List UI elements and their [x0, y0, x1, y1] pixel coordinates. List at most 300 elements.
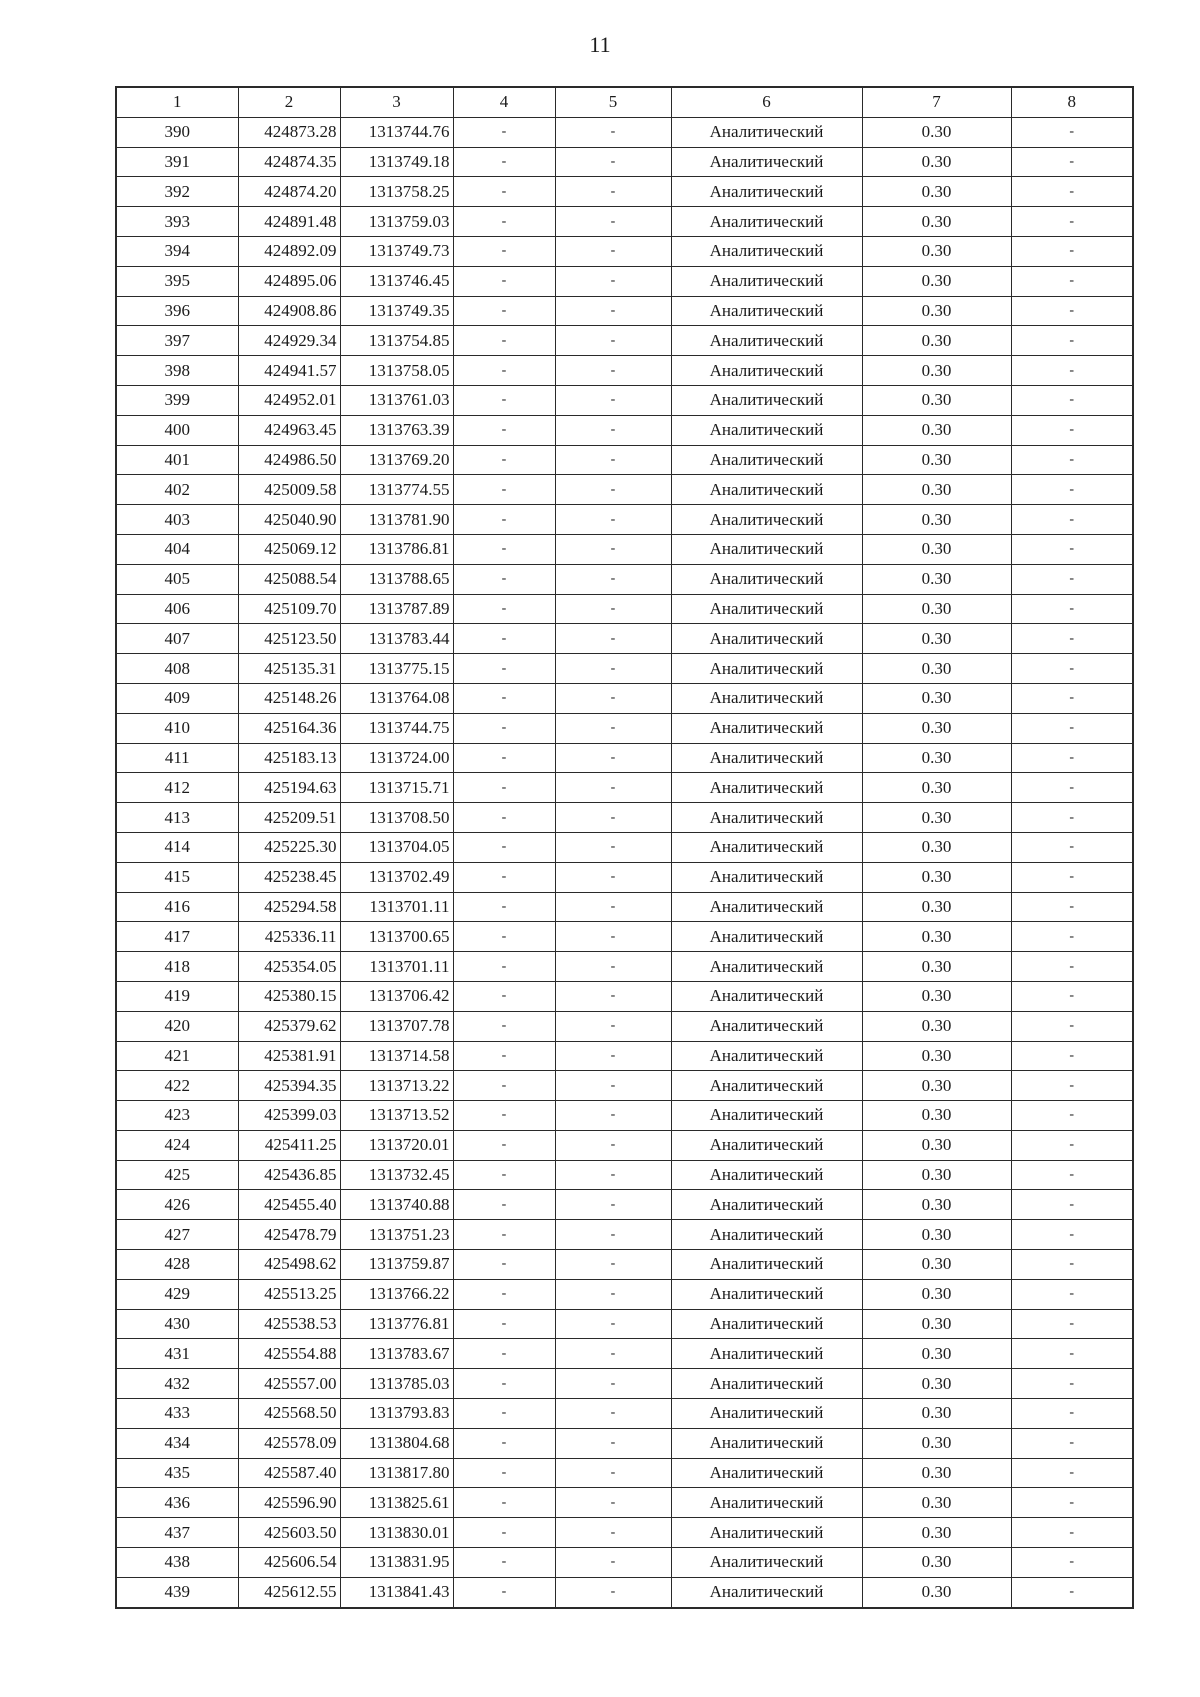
- column-5-cell: -: [555, 1279, 671, 1309]
- method-cell: Аналитический: [671, 624, 862, 654]
- accuracy-cell: 0.30: [862, 654, 1011, 684]
- table-row: [116, 981, 1133, 1011]
- column-4-cell: -: [453, 356, 555, 386]
- accuracy-cell: 0.30: [862, 743, 1011, 773]
- column-5-cell: -: [555, 236, 671, 266]
- point-number-cell: 406: [116, 594, 238, 624]
- column-4-cell: -: [453, 1339, 555, 1369]
- table-row: [116, 1339, 1133, 1369]
- column-8-cell: -: [1011, 564, 1133, 594]
- column-4-cell: -: [453, 326, 555, 356]
- x-coordinate-cell: 424895.06: [238, 266, 340, 296]
- y-coordinate-cell: 1313793.83: [340, 1399, 453, 1429]
- y-coordinate-cell: 1313704.05: [340, 832, 453, 862]
- x-coordinate-cell: 425109.70: [238, 594, 340, 624]
- y-coordinate-cell: 1313830.01: [340, 1518, 453, 1548]
- x-coordinate-cell: 425538.53: [238, 1309, 340, 1339]
- column-4-cell: -: [453, 1399, 555, 1429]
- point-number-cell: 414: [116, 832, 238, 862]
- column-5-cell: -: [555, 505, 671, 535]
- column-5-cell: -: [555, 415, 671, 445]
- column-4-cell: -: [453, 147, 555, 177]
- table-row: [116, 832, 1133, 862]
- x-coordinate-cell: 425225.30: [238, 832, 340, 862]
- column-8-cell: -: [1011, 1399, 1133, 1429]
- method-cell: Аналитический: [671, 385, 862, 415]
- column-4-cell: -: [453, 296, 555, 326]
- table-row: [116, 1250, 1133, 1280]
- point-number-cell: 421: [116, 1041, 238, 1071]
- point-number-cell: 417: [116, 922, 238, 952]
- x-coordinate-cell: 425568.50: [238, 1399, 340, 1429]
- y-coordinate-cell: 1313764.08: [340, 683, 453, 713]
- column-5-cell: -: [555, 534, 671, 564]
- point-number-cell: 435: [116, 1458, 238, 1488]
- table-row: [116, 1577, 1133, 1607]
- point-number-cell: 411: [116, 743, 238, 773]
- accuracy-cell: 0.30: [862, 117, 1011, 147]
- y-coordinate-cell: 1313781.90: [340, 505, 453, 535]
- table-row: [116, 1130, 1133, 1160]
- column-4-cell: -: [453, 892, 555, 922]
- table-body: [116, 117, 1133, 1607]
- column-8-cell: -: [1011, 1250, 1133, 1280]
- table-row: [116, 892, 1133, 922]
- point-number-cell: 431: [116, 1339, 238, 1369]
- column-5-cell: -: [555, 773, 671, 803]
- column-8-cell: -: [1011, 236, 1133, 266]
- y-coordinate-cell: 1313749.35: [340, 296, 453, 326]
- x-coordinate-cell: 425040.90: [238, 505, 340, 535]
- accuracy-cell: 0.30: [862, 683, 1011, 713]
- y-coordinate-cell: 1313713.52: [340, 1101, 453, 1131]
- column-5-cell: -: [555, 564, 671, 594]
- column-5-cell: -: [555, 981, 671, 1011]
- column-4-cell: -: [453, 1220, 555, 1250]
- column-4-cell: -: [453, 922, 555, 952]
- column-8-cell: -: [1011, 296, 1133, 326]
- column-4-cell: -: [453, 952, 555, 982]
- point-number-cell: 404: [116, 534, 238, 564]
- y-coordinate-cell: 1313763.39: [340, 415, 453, 445]
- y-coordinate-cell: 1313825.61: [340, 1488, 453, 1518]
- method-cell: Аналитический: [671, 505, 862, 535]
- y-coordinate-cell: 1313720.01: [340, 1130, 453, 1160]
- point-number-cell: 403: [116, 505, 238, 535]
- column-5-cell: -: [555, 1309, 671, 1339]
- column-8-cell: -: [1011, 117, 1133, 147]
- column-8-cell: -: [1011, 1458, 1133, 1488]
- method-cell: Аналитический: [671, 1548, 862, 1578]
- method-cell: Аналитический: [671, 1250, 862, 1280]
- y-coordinate-cell: 1313708.50: [340, 803, 453, 833]
- column-8-cell: -: [1011, 505, 1133, 535]
- point-number-cell: 407: [116, 624, 238, 654]
- point-number-cell: 416: [116, 892, 238, 922]
- accuracy-cell: 0.30: [862, 1309, 1011, 1339]
- method-cell: Аналитический: [671, 1399, 862, 1429]
- method-cell: Аналитический: [671, 1160, 862, 1190]
- point-number-cell: 430: [116, 1309, 238, 1339]
- y-coordinate-cell: 1313788.65: [340, 564, 453, 594]
- table-row: [116, 266, 1133, 296]
- point-number-cell: 393: [116, 207, 238, 237]
- table-row: [116, 952, 1133, 982]
- column-5-cell: -: [555, 1548, 671, 1578]
- column-5-cell: -: [555, 1190, 671, 1220]
- point-number-cell: 437: [116, 1518, 238, 1548]
- y-coordinate-cell: 1313758.25: [340, 177, 453, 207]
- table-row: [116, 1548, 1133, 1578]
- column-5-cell: -: [555, 385, 671, 415]
- accuracy-cell: 0.30: [862, 892, 1011, 922]
- column-4-cell: -: [453, 1518, 555, 1548]
- column-5-cell: -: [555, 1488, 671, 1518]
- method-cell: Аналитический: [671, 594, 862, 624]
- column-4-cell: -: [453, 832, 555, 862]
- method-cell: Аналитический: [671, 356, 862, 386]
- column-8-cell: -: [1011, 922, 1133, 952]
- y-coordinate-cell: 1313831.95: [340, 1548, 453, 1578]
- x-coordinate-cell: 425123.50: [238, 624, 340, 654]
- accuracy-cell: 0.30: [862, 1071, 1011, 1101]
- column-5-cell: -: [555, 1428, 671, 1458]
- point-number-cell: 433: [116, 1399, 238, 1429]
- column-4-cell: -: [453, 1190, 555, 1220]
- accuracy-cell: 0.30: [862, 1548, 1011, 1578]
- y-coordinate-cell: 1313841.43: [340, 1577, 453, 1607]
- x-coordinate-cell: 425148.26: [238, 683, 340, 713]
- method-cell: Аналитический: [671, 1011, 862, 1041]
- column-8-cell: -: [1011, 475, 1133, 505]
- accuracy-cell: 0.30: [862, 773, 1011, 803]
- method-cell: Аналитический: [671, 1428, 862, 1458]
- table-row: [116, 773, 1133, 803]
- column-5-cell: -: [555, 475, 671, 505]
- method-cell: Аналитический: [671, 1071, 862, 1101]
- method-cell: Аналитический: [671, 1220, 862, 1250]
- column-8-cell: -: [1011, 1518, 1133, 1548]
- column-8-cell: -: [1011, 415, 1133, 445]
- column-4-cell: -: [453, 385, 555, 415]
- x-coordinate-cell: 424986.50: [238, 445, 340, 475]
- column-5-cell: -: [555, 1369, 671, 1399]
- method-cell: Аналитический: [671, 1279, 862, 1309]
- method-cell: Аналитический: [671, 296, 862, 326]
- y-coordinate-cell: 1313724.00: [340, 743, 453, 773]
- table-row: [116, 534, 1133, 564]
- column-8-cell: -: [1011, 773, 1133, 803]
- table-row: [116, 1458, 1133, 1488]
- y-coordinate-cell: 1313766.22: [340, 1279, 453, 1309]
- column-8-cell: -: [1011, 981, 1133, 1011]
- x-coordinate-cell: 425612.55: [238, 1577, 340, 1607]
- column-5-cell: -: [555, 1160, 671, 1190]
- method-cell: Аналитический: [671, 236, 862, 266]
- column-4-cell: -: [453, 1279, 555, 1309]
- point-number-cell: 429: [116, 1279, 238, 1309]
- method-cell: Аналитический: [671, 1518, 862, 1548]
- point-number-cell: 434: [116, 1428, 238, 1458]
- y-coordinate-cell: 1313758.05: [340, 356, 453, 386]
- method-cell: Аналитический: [671, 803, 862, 833]
- column-8-cell: -: [1011, 266, 1133, 296]
- method-cell: Аналитический: [671, 922, 862, 952]
- y-coordinate-cell: 1313775.15: [340, 654, 453, 684]
- table-header-row: [116, 87, 1133, 117]
- table-row: [116, 1071, 1133, 1101]
- x-coordinate-cell: 424941.57: [238, 356, 340, 386]
- column-5-cell: -: [555, 1071, 671, 1101]
- accuracy-cell: 0.30: [862, 147, 1011, 177]
- point-number-cell: 418: [116, 952, 238, 982]
- point-number-cell: 412: [116, 773, 238, 803]
- x-coordinate-cell: 425455.40: [238, 1190, 340, 1220]
- y-coordinate-cell: 1313783.67: [340, 1339, 453, 1369]
- y-coordinate-cell: 1313702.49: [340, 862, 453, 892]
- method-cell: Аналитический: [671, 1339, 862, 1369]
- y-coordinate-cell: 1313706.42: [340, 981, 453, 1011]
- column-8-cell: -: [1011, 803, 1133, 833]
- accuracy-cell: 0.30: [862, 1577, 1011, 1607]
- column-4-cell: -: [453, 1071, 555, 1101]
- column-4-cell: -: [453, 415, 555, 445]
- x-coordinate-cell: 425209.51: [238, 803, 340, 833]
- table-row: [116, 803, 1133, 833]
- column-4-cell: -: [453, 713, 555, 743]
- column-8-cell: -: [1011, 743, 1133, 773]
- x-coordinate-cell: 425478.79: [238, 1220, 340, 1250]
- point-number-cell: 419: [116, 981, 238, 1011]
- point-number-cell: 427: [116, 1220, 238, 1250]
- y-coordinate-cell: 1313749.73: [340, 236, 453, 266]
- table-row: [116, 624, 1133, 654]
- x-coordinate-cell: 424963.45: [238, 415, 340, 445]
- column-4-cell: -: [453, 1548, 555, 1578]
- method-cell: Аналитический: [671, 207, 862, 237]
- x-coordinate-cell: 424891.48: [238, 207, 340, 237]
- column-5-cell: -: [555, 862, 671, 892]
- column-4-cell: -: [453, 803, 555, 833]
- point-number-cell: 401: [116, 445, 238, 475]
- accuracy-cell: 0.30: [862, 1101, 1011, 1131]
- method-cell: Аналитический: [671, 415, 862, 445]
- accuracy-cell: 0.30: [862, 713, 1011, 743]
- y-coordinate-cell: 1313701.11: [340, 892, 453, 922]
- accuracy-cell: 0.30: [862, 1428, 1011, 1458]
- column-header-8: 8: [1011, 87, 1133, 117]
- accuracy-cell: 0.30: [862, 236, 1011, 266]
- x-coordinate-cell: 425379.62: [238, 1011, 340, 1041]
- column-4-cell: -: [453, 1101, 555, 1131]
- y-coordinate-cell: 1313761.03: [340, 385, 453, 415]
- column-8-cell: -: [1011, 1548, 1133, 1578]
- column-8-cell: -: [1011, 1130, 1133, 1160]
- column-8-cell: -: [1011, 832, 1133, 862]
- method-cell: Аналитический: [671, 1309, 862, 1339]
- column-4-cell: -: [453, 177, 555, 207]
- column-header-3: 3: [340, 87, 453, 117]
- column-8-cell: -: [1011, 207, 1133, 237]
- column-5-cell: -: [555, 147, 671, 177]
- table-row: [116, 356, 1133, 386]
- x-coordinate-cell: 425069.12: [238, 534, 340, 564]
- table-row: [116, 743, 1133, 773]
- x-coordinate-cell: 425554.88: [238, 1339, 340, 1369]
- accuracy-cell: 0.30: [862, 981, 1011, 1011]
- y-coordinate-cell: 1313783.44: [340, 624, 453, 654]
- column-5-cell: -: [555, 1011, 671, 1041]
- y-coordinate-cell: 1313759.87: [340, 1250, 453, 1280]
- column-8-cell: -: [1011, 1369, 1133, 1399]
- column-8-cell: -: [1011, 1309, 1133, 1339]
- column-4-cell: -: [453, 654, 555, 684]
- page-number: 11: [589, 32, 611, 57]
- column-5-cell: -: [555, 743, 671, 773]
- method-cell: Аналитический: [671, 654, 862, 684]
- column-8-cell: -: [1011, 683, 1133, 713]
- x-coordinate-cell: 424874.20: [238, 177, 340, 207]
- column-8-cell: -: [1011, 892, 1133, 922]
- table-row: [116, 1011, 1133, 1041]
- y-coordinate-cell: 1313732.45: [340, 1160, 453, 1190]
- table-row: [116, 296, 1133, 326]
- column-4-cell: -: [453, 236, 555, 266]
- column-4-cell: -: [453, 445, 555, 475]
- method-cell: Аналитический: [671, 773, 862, 803]
- column-5-cell: -: [555, 445, 671, 475]
- column-5-cell: -: [555, 1339, 671, 1369]
- column-4-cell: -: [453, 1428, 555, 1458]
- point-number-cell: 397: [116, 326, 238, 356]
- table-row: [116, 385, 1133, 415]
- point-number-cell: 400: [116, 415, 238, 445]
- column-5-cell: -: [555, 713, 671, 743]
- column-4-cell: -: [453, 981, 555, 1011]
- y-coordinate-cell: 1313759.03: [340, 207, 453, 237]
- column-header-7: 7: [862, 87, 1011, 117]
- table-row: [116, 1160, 1133, 1190]
- accuracy-cell: 0.30: [862, 862, 1011, 892]
- accuracy-cell: 0.30: [862, 564, 1011, 594]
- method-cell: Аналитический: [671, 1190, 862, 1220]
- accuracy-cell: 0.30: [862, 207, 1011, 237]
- method-cell: Аналитический: [671, 266, 862, 296]
- accuracy-cell: 0.30: [862, 952, 1011, 982]
- column-4-cell: -: [453, 505, 555, 535]
- accuracy-cell: 0.30: [862, 1369, 1011, 1399]
- column-header-2: 2: [238, 87, 340, 117]
- y-coordinate-cell: 1313751.23: [340, 1220, 453, 1250]
- column-5-cell: -: [555, 922, 671, 952]
- point-number-cell: 391: [116, 147, 238, 177]
- x-coordinate-cell: 425399.03: [238, 1101, 340, 1131]
- x-coordinate-cell: 424952.01: [238, 385, 340, 415]
- table-row: [116, 1190, 1133, 1220]
- x-coordinate-cell: 425394.35: [238, 1071, 340, 1101]
- column-5-cell: -: [555, 683, 671, 713]
- column-8-cell: -: [1011, 1220, 1133, 1250]
- column-5-cell: -: [555, 1250, 671, 1280]
- column-header-4: 4: [453, 87, 555, 117]
- column-5-cell: -: [555, 207, 671, 237]
- y-coordinate-cell: 1313744.75: [340, 713, 453, 743]
- table-row: [116, 1399, 1133, 1429]
- column-8-cell: -: [1011, 624, 1133, 654]
- y-coordinate-cell: 1313701.11: [340, 952, 453, 982]
- x-coordinate-cell: 425194.63: [238, 773, 340, 803]
- column-8-cell: -: [1011, 1577, 1133, 1607]
- method-cell: Аналитический: [671, 1041, 862, 1071]
- column-4-cell: -: [453, 1488, 555, 1518]
- column-4-cell: -: [453, 743, 555, 773]
- method-cell: Аналитический: [671, 117, 862, 147]
- table-row: [116, 594, 1133, 624]
- column-8-cell: -: [1011, 177, 1133, 207]
- column-4-cell: -: [453, 564, 555, 594]
- point-number-cell: 399: [116, 385, 238, 415]
- column-8-cell: -: [1011, 594, 1133, 624]
- y-coordinate-cell: 1313769.20: [340, 445, 453, 475]
- accuracy-cell: 0.30: [862, 356, 1011, 386]
- table-row: [116, 1101, 1133, 1131]
- column-4-cell: -: [453, 1309, 555, 1339]
- accuracy-cell: 0.30: [862, 1041, 1011, 1071]
- x-coordinate-cell: 424929.34: [238, 326, 340, 356]
- method-cell: Аналитический: [671, 952, 862, 982]
- point-number-cell: 438: [116, 1548, 238, 1578]
- column-5-cell: -: [555, 594, 671, 624]
- accuracy-cell: 0.30: [862, 1518, 1011, 1548]
- column-8-cell: -: [1011, 1101, 1133, 1131]
- column-4-cell: -: [453, 207, 555, 237]
- table-row: [116, 1309, 1133, 1339]
- accuracy-cell: 0.30: [862, 922, 1011, 952]
- table-row: [116, 207, 1133, 237]
- accuracy-cell: 0.30: [862, 1458, 1011, 1488]
- point-number-cell: 420: [116, 1011, 238, 1041]
- column-8-cell: -: [1011, 326, 1133, 356]
- column-8-cell: -: [1011, 1339, 1133, 1369]
- table-row: [116, 654, 1133, 684]
- accuracy-cell: 0.30: [862, 415, 1011, 445]
- accuracy-cell: 0.30: [862, 1190, 1011, 1220]
- table-row: [116, 326, 1133, 356]
- point-number-cell: 422: [116, 1071, 238, 1101]
- column-5-cell: -: [555, 356, 671, 386]
- y-coordinate-cell: 1313774.55: [340, 475, 453, 505]
- accuracy-cell: 0.30: [862, 1488, 1011, 1518]
- y-coordinate-cell: 1313700.65: [340, 922, 453, 952]
- y-coordinate-cell: 1313740.88: [340, 1190, 453, 1220]
- column-5-cell: -: [555, 1458, 671, 1488]
- accuracy-cell: 0.30: [862, 177, 1011, 207]
- x-coordinate-cell: 425513.25: [238, 1279, 340, 1309]
- method-cell: Аналитический: [671, 981, 862, 1011]
- method-cell: Аналитический: [671, 1369, 862, 1399]
- method-cell: Аналитический: [671, 445, 862, 475]
- column-8-cell: -: [1011, 1279, 1133, 1309]
- accuracy-cell: 0.30: [862, 296, 1011, 326]
- accuracy-cell: 0.30: [862, 1160, 1011, 1190]
- column-8-cell: -: [1011, 952, 1133, 982]
- x-coordinate-cell: 425498.62: [238, 1250, 340, 1280]
- y-coordinate-cell: 1313817.80: [340, 1458, 453, 1488]
- method-cell: Аналитический: [671, 177, 862, 207]
- coordinates-table: [115, 86, 1134, 1609]
- method-cell: Аналитический: [671, 832, 862, 862]
- x-coordinate-cell: 424874.35: [238, 147, 340, 177]
